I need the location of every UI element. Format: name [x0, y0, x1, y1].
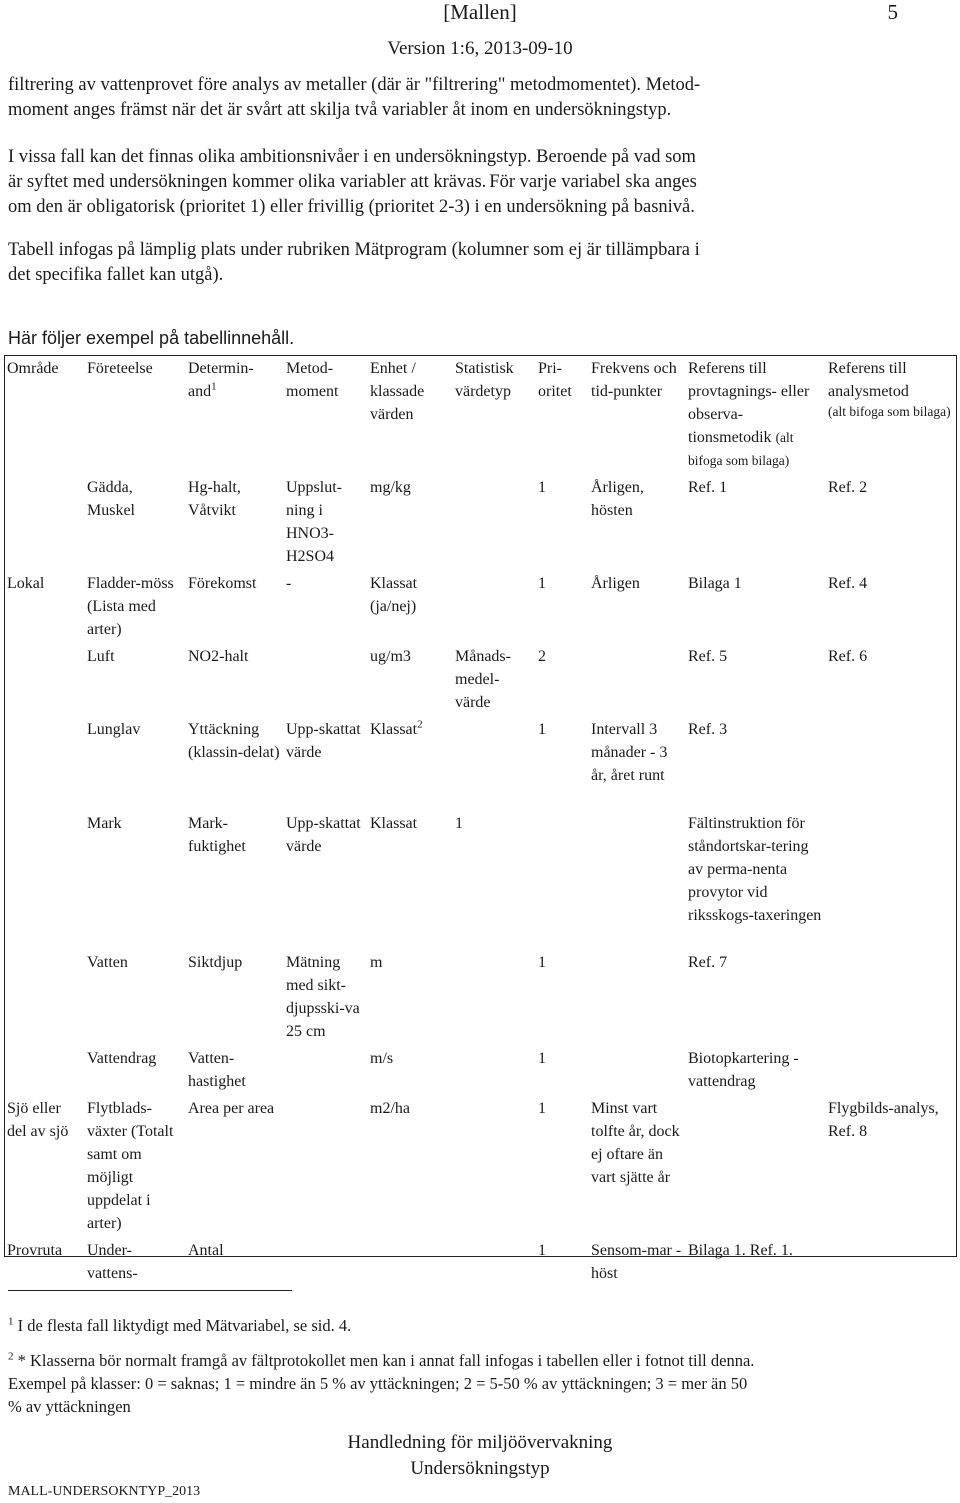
cell-ref-analys: Ref. 6	[828, 648, 868, 665]
cell-omrade	[4, 716, 84, 810]
cell-determinand: Siktdjup	[188, 954, 243, 971]
text-line: Tabell infogas på lämplig plats under rubriken Mätprogram (kolumner som ej är tillämpbara i	[8, 240, 700, 260]
cell-stat: Månads-medel-värde	[455, 648, 511, 711]
cell-enhet: ug/m3	[370, 648, 411, 665]
cell-metod	[283, 1237, 367, 1287]
footer-code: MALL-UNDERSOKNTYP_2013	[8, 1484, 201, 1499]
text-line: filtrering av vattenprovet före analys av metaller (där är "filtrering" metodmomentet). Metod-	[8, 75, 701, 95]
text-line: det specifika fallet kan utgå).	[8, 265, 224, 285]
cell-omrade: Provruta	[7, 1242, 63, 1259]
footnote-number: 1	[8, 1315, 14, 1328]
cell-foreteelse: Flytblads-växter (Totalt samt om möjligt uppdelat i arter)	[87, 1100, 174, 1232]
footnote-number: 2	[8, 1350, 14, 1363]
cell-ref-analys: Ref. 2	[828, 479, 868, 496]
header-note: (alt bifoga som bilaga)	[828, 404, 951, 419]
footnote-divider	[8, 1290, 292, 1291]
cell-ref-prov: Ref. 3	[688, 721, 728, 738]
cell-determinand: Antal	[188, 1242, 224, 1259]
cell-foreteelse: Fladder-möss (Lista med arter)	[87, 575, 174, 638]
cell-ref-prov: Ref. 5	[688, 648, 728, 665]
cell-omrade	[4, 1045, 84, 1095]
cell-stat: 1	[455, 815, 463, 832]
text-line: om den är obligatorisk (prioritet 1) eller frivillig (prioritet 2-3) i en undersökning på basnivå.	[8, 197, 695, 217]
header-note: (alt bifoga som bilaga)	[688, 430, 794, 468]
cell-foreteelse: Luft	[87, 648, 115, 665]
cell-foreteelse: Vattendrag	[87, 1050, 157, 1067]
cell-ref-prov: Fältinstruktion för ståndortskar-tering av perma-nenta provytor vid riksskogs-taxeringen	[688, 815, 822, 924]
paragraph-ambitionsnivaer	[8, 145, 948, 220]
cell-frekvens	[588, 949, 685, 1045]
table-row	[4, 1095, 959, 1237]
cell-omrade	[4, 474, 84, 570]
header-cell-metodmoment: Metod-moment	[286, 360, 339, 400]
cell-stat	[452, 716, 535, 810]
cell-prio: 2	[538, 648, 546, 665]
cell-enhet: Klassat (ja/nej)	[370, 575, 418, 615]
cell-enhet: mg/kg	[370, 479, 411, 496]
footer-title: Handledning för miljöövervakning	[347, 1432, 613, 1453]
cell-foreteelse: Lunglav	[87, 721, 141, 738]
cell-metod: Uppslut-ning i HNO3-H2SO4	[286, 479, 342, 565]
header-cell-ref-provtagning: Referens till provtagnings- eller observa-tionsmetodik (alt bifoga som bilaga)	[688, 360, 810, 468]
paragraph-tabell	[8, 238, 948, 288]
table-row	[4, 570, 959, 643]
cell-prio: 1	[538, 1050, 546, 1067]
cell-determinand: NO2-halt	[188, 648, 249, 665]
cell-ref-analys	[825, 810, 959, 949]
cell-omrade: Lokal	[7, 575, 45, 592]
cell-metod: Mätning med sikt-djupsski-va 25 cm	[286, 954, 360, 1040]
cell-metod	[283, 1045, 367, 1095]
cell-ref-analys: Flygbilds-analys, Ref. 8	[828, 1100, 939, 1140]
cell-ref-analys	[825, 716, 959, 810]
cell-metod: Upp-skattat värde	[286, 815, 361, 855]
text-line: är syftet med undersökningen kommer olika variabler att krävas. För varje variabel ska anges	[8, 172, 697, 192]
cell-omrade	[4, 949, 84, 1045]
cell-enhet	[367, 1237, 452, 1287]
cell-prio: 1	[538, 1242, 546, 1259]
table-row	[4, 949, 959, 1045]
header-cell-determinand: Determin-and$^1$	[188, 360, 254, 400]
header-cell-ref-analys: Referens till analysmetod (alt bifoga som bilaga)	[825, 355, 959, 474]
header-cell-omrade: Område	[7, 360, 59, 377]
section-heading: Här följer exempel på tabellinnehåll.	[8, 328, 295, 348]
header-cell-prioritet: Pri-oritet	[538, 360, 572, 400]
cell-frekvens: Sensom-mar - höst	[591, 1242, 682, 1282]
cell-stat	[452, 1045, 535, 1095]
cell-determinand: Hg-halt, Våtvikt	[188, 479, 241, 519]
cell-prio: 1	[538, 721, 546, 738]
cell-frekvens: Minst vart tolfte år, dock ej oftare än vart sjätte år	[591, 1100, 680, 1186]
cell-ref-prov: Bilaga 1	[688, 575, 742, 592]
cell-ref-analys: Ref. 4	[828, 575, 868, 592]
cell-enhet: Klassat	[370, 815, 418, 832]
cell-ref-prov: Ref. 7	[688, 954, 728, 971]
cell-stat	[452, 1095, 535, 1237]
cell-enhet: Klassat$^2$	[370, 718, 423, 738]
cell-enhet: m	[370, 954, 383, 971]
cell-prio: 1	[538, 1100, 546, 1117]
header-cell-foreteelse: Företeelse	[87, 360, 153, 377]
table-row	[4, 1237, 959, 1287]
cell-omrade	[4, 643, 84, 716]
cell-stat	[452, 570, 535, 643]
cell-prio: 1	[538, 575, 546, 592]
cell-ref-prov: Ref. 1	[688, 479, 728, 496]
table-row	[4, 810, 959, 949]
text-span: För varje variabel ska anges	[489, 172, 697, 192]
text-line: moment anges främst när det är svårt att skilja två variabler åt inom en undersökningstyp.	[8, 100, 672, 120]
cell-ref-prov	[685, 1095, 825, 1237]
table-row	[4, 1045, 959, 1095]
cell-ref-analys	[825, 949, 959, 1045]
page-number: 5	[887, 0, 898, 24]
cell-frekvens: Intervall 3 månader - 3 år, året runt	[591, 721, 668, 784]
cell-prio	[535, 810, 588, 949]
table-header-row	[4, 355, 959, 474]
text-line: Exempel på klasser: 0 = saknas; 1 = mindre än 5 % av yttäckningen; 2 = 5-50 % av yttäckningen; 3 = mer än 50	[8, 1374, 748, 1393]
cell-ref-prov: Bilaga 1. Ref. 1.	[688, 1242, 793, 1259]
cell-foreteelse: Mark	[87, 815, 122, 832]
footnote-1: $^1$ I de flesta fall liktydigt med Mätvariabel, se sid. 4.	[8, 1315, 352, 1335]
header-cell-statistisk: Statistisk värdetyp	[455, 360, 514, 400]
cell-stat	[452, 474, 535, 570]
cell-ref-analys	[825, 1237, 959, 1287]
version-line: Version 1:6, 2013-09-10	[387, 38, 573, 59]
text-line: * Klasserna bör normalt framgå av fältprotokollet men kan i annat fall infogas i tabellen eller i fotnot till denna.	[17, 1351, 755, 1370]
cell-ref-analys	[825, 1045, 959, 1095]
cell-determinand: Förekomst	[188, 575, 257, 592]
footnote-ref: 1	[211, 380, 217, 393]
cell-foreteelse: Gädda, Muskel	[87, 479, 135, 519]
header-cell-frekvens: Frekvens och tid-punkter	[591, 360, 677, 400]
cell-frekvens	[588, 643, 685, 716]
cell-omrade: Sjö eller del av sjö	[7, 1100, 69, 1140]
measurement-table	[4, 355, 959, 1287]
table-row	[4, 474, 959, 570]
table-row	[4, 716, 959, 810]
cell-frekvens	[588, 810, 685, 949]
cell-metod	[283, 1095, 367, 1237]
cell-metod	[283, 643, 367, 716]
text-line: % av yttäckningen	[8, 1397, 131, 1416]
cell-determinand: Yttäckning (klassin-delat)	[188, 721, 280, 761]
footnote-ref: 2	[417, 718, 423, 731]
cell-enhet: m2/ha	[370, 1100, 410, 1117]
cell-omrade	[4, 810, 84, 949]
cell-foreteelse: Under-vattens-	[87, 1242, 138, 1282]
footer-subtitle: Undersökningstyp	[410, 1458, 550, 1479]
cell-prio: 1	[538, 954, 546, 971]
cell-ref-prov: Biotopkartering - vattendrag	[688, 1050, 799, 1090]
cell-frekvens	[588, 1045, 685, 1095]
text-line: I vissa fall kan det finnas olika ambitionsnivåer i en undersökningstyp. Beroende på vad som	[8, 147, 696, 167]
header-cell-enhet: Enhet / klassade värden	[370, 360, 425, 423]
cell-stat	[452, 1237, 535, 1287]
table-row	[4, 643, 959, 716]
cell-frekvens: Årligen	[591, 575, 640, 592]
cell-stat	[452, 949, 535, 1045]
cell-enhet: m/s	[370, 1050, 394, 1067]
cell-prio: 1	[538, 479, 546, 496]
cell-foreteelse: Vatten	[87, 954, 128, 971]
paragraph-filtrering	[8, 73, 948, 123]
cell-determinand: Mark-fuktighet	[188, 815, 246, 855]
cell-metod: Upp-skattat värde	[286, 721, 361, 761]
footnote-2	[8, 1349, 948, 1418]
document-title: [Mallen]	[443, 0, 517, 24]
cell-determinand: Area per area	[188, 1100, 275, 1117]
cell-determinand: Vatten-hastighet	[188, 1050, 246, 1090]
cell-frekvens: Årligen, hösten	[591, 479, 644, 519]
cell-metod: -	[286, 575, 292, 592]
